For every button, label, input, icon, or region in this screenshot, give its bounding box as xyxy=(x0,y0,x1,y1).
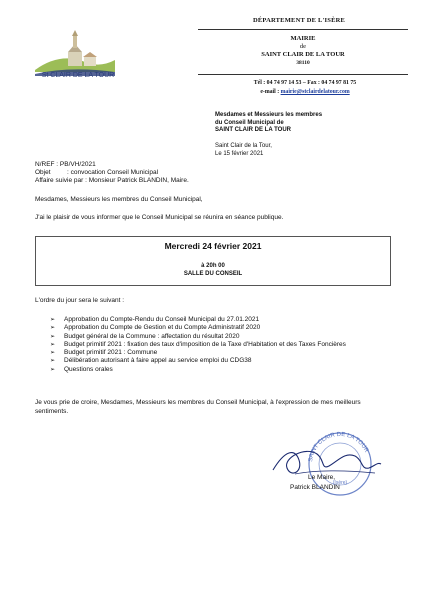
agenda-intro: L'ordre du jour sera le suivant : xyxy=(35,297,125,304)
commune-name: SAINT CLAIR DE LA TOUR xyxy=(261,51,345,58)
arrow-bullet-icon: ➢ xyxy=(50,317,56,323)
reference: N/REF : PB/VH/2021 xyxy=(35,161,96,168)
agenda-item xyxy=(50,366,380,374)
signature-title: Le Maire, xyxy=(308,474,336,481)
agenda-item xyxy=(50,349,380,357)
agenda-list xyxy=(50,316,380,374)
seal-text: SAINT CLAIR DE LA TOUR xyxy=(308,431,370,463)
closing-text: Je vous prie de croire, Mesdames, Messieurs les membres du Conseil Municipal, à l'expression de mes meilleurs sentiments. xyxy=(35,399,361,415)
agenda-item-text: Budget primitif 2021 : fixation des taux d'imposition de la Taxe d'Habitation et des Taxes Foncières xyxy=(64,340,346,348)
letter-date: Le 15 février 2021 xyxy=(215,150,264,157)
place: Saint Clair de la Tour, xyxy=(215,143,272,149)
agenda-item-text: Budget primitif 2021 : Commune xyxy=(64,349,158,357)
arrow-bullet-icon: ➢ xyxy=(50,350,56,357)
agenda-item xyxy=(50,316,380,324)
agenda-item xyxy=(50,333,380,341)
contact-divider xyxy=(198,74,408,75)
seal-sub: (Isère) xyxy=(332,480,348,486)
mairie-block xyxy=(238,35,368,67)
meeting-date: Mercredi 24 février 2021 xyxy=(164,241,262,251)
agenda-item xyxy=(50,324,380,332)
recipient-line: SAINT CLAIR DE LA TOUR xyxy=(215,127,291,133)
mairie-de: de xyxy=(299,43,307,50)
phone-fax: Tél : 04 74 97 14 53 – Fax : 04 74 97 81 75 xyxy=(253,80,357,86)
agenda-item xyxy=(50,357,380,365)
agenda-item-text: Délibération autorisant à faire appel au service emploi du CDG38 xyxy=(64,357,252,365)
object-label: Objet xyxy=(35,169,51,176)
recipient-block xyxy=(215,112,322,135)
agenda-item-text: Approbation du Compte de Gestion et du Compte Administratif 2020 xyxy=(64,324,261,332)
intro-text: J'ai le plaisir de vous informer que le Conseil Municipal se réunira en séance publique. xyxy=(35,214,284,221)
place-date xyxy=(215,143,272,158)
email-link[interactable]: mairie@stclairdelatour.com xyxy=(280,89,350,95)
agenda-item xyxy=(50,341,380,349)
mairie-title: MAIRIE xyxy=(290,35,316,42)
email-line xyxy=(220,88,390,97)
recipient-line: Mesdames et Messieurs les membres xyxy=(215,112,323,118)
email-label: e-mail : xyxy=(260,89,281,95)
object-value: : convocation Conseil Municipal xyxy=(67,169,159,176)
arrow-bullet-icon: ➢ xyxy=(50,325,56,332)
salutation: Mesdames, Messieurs les membres du Conseil Municipal, xyxy=(35,196,203,203)
postcode: 38110 xyxy=(296,60,310,66)
handled-by: Affaire suivie par : Monsieur Patrick BLANDIN, Maire. xyxy=(35,177,189,184)
agenda-item-text: Budget général de la Commune : affectation du résultat 2020 xyxy=(64,332,240,340)
reference-block xyxy=(35,161,189,185)
arrow-bullet-icon: ➢ xyxy=(50,366,56,373)
meeting-time: à 20h 00 xyxy=(201,263,225,269)
department-heading: DÉPARTEMENT DE L'ISÈRE xyxy=(252,17,346,24)
object-line xyxy=(35,169,189,177)
agenda-item-text: Questions orales xyxy=(64,365,113,373)
header-divider xyxy=(198,29,408,30)
signature-name: Patrick BLANDIN xyxy=(290,484,340,491)
logo-text: St CLAIR DE LA TOUR xyxy=(41,72,115,79)
arrow-bullet-icon: ➢ xyxy=(50,341,56,348)
meeting-room: SALLE DU CONSEIL xyxy=(183,271,243,277)
agenda-item-text: Approbation du Compte-Rendu du Conseil Municipal du 27.01.2021 xyxy=(64,316,260,323)
recipient-line: du Conseil Municipal de xyxy=(215,119,284,126)
contact-block xyxy=(220,79,390,97)
arrow-bullet-icon: ➢ xyxy=(50,358,56,365)
arrow-bullet-icon: ➢ xyxy=(50,333,56,340)
